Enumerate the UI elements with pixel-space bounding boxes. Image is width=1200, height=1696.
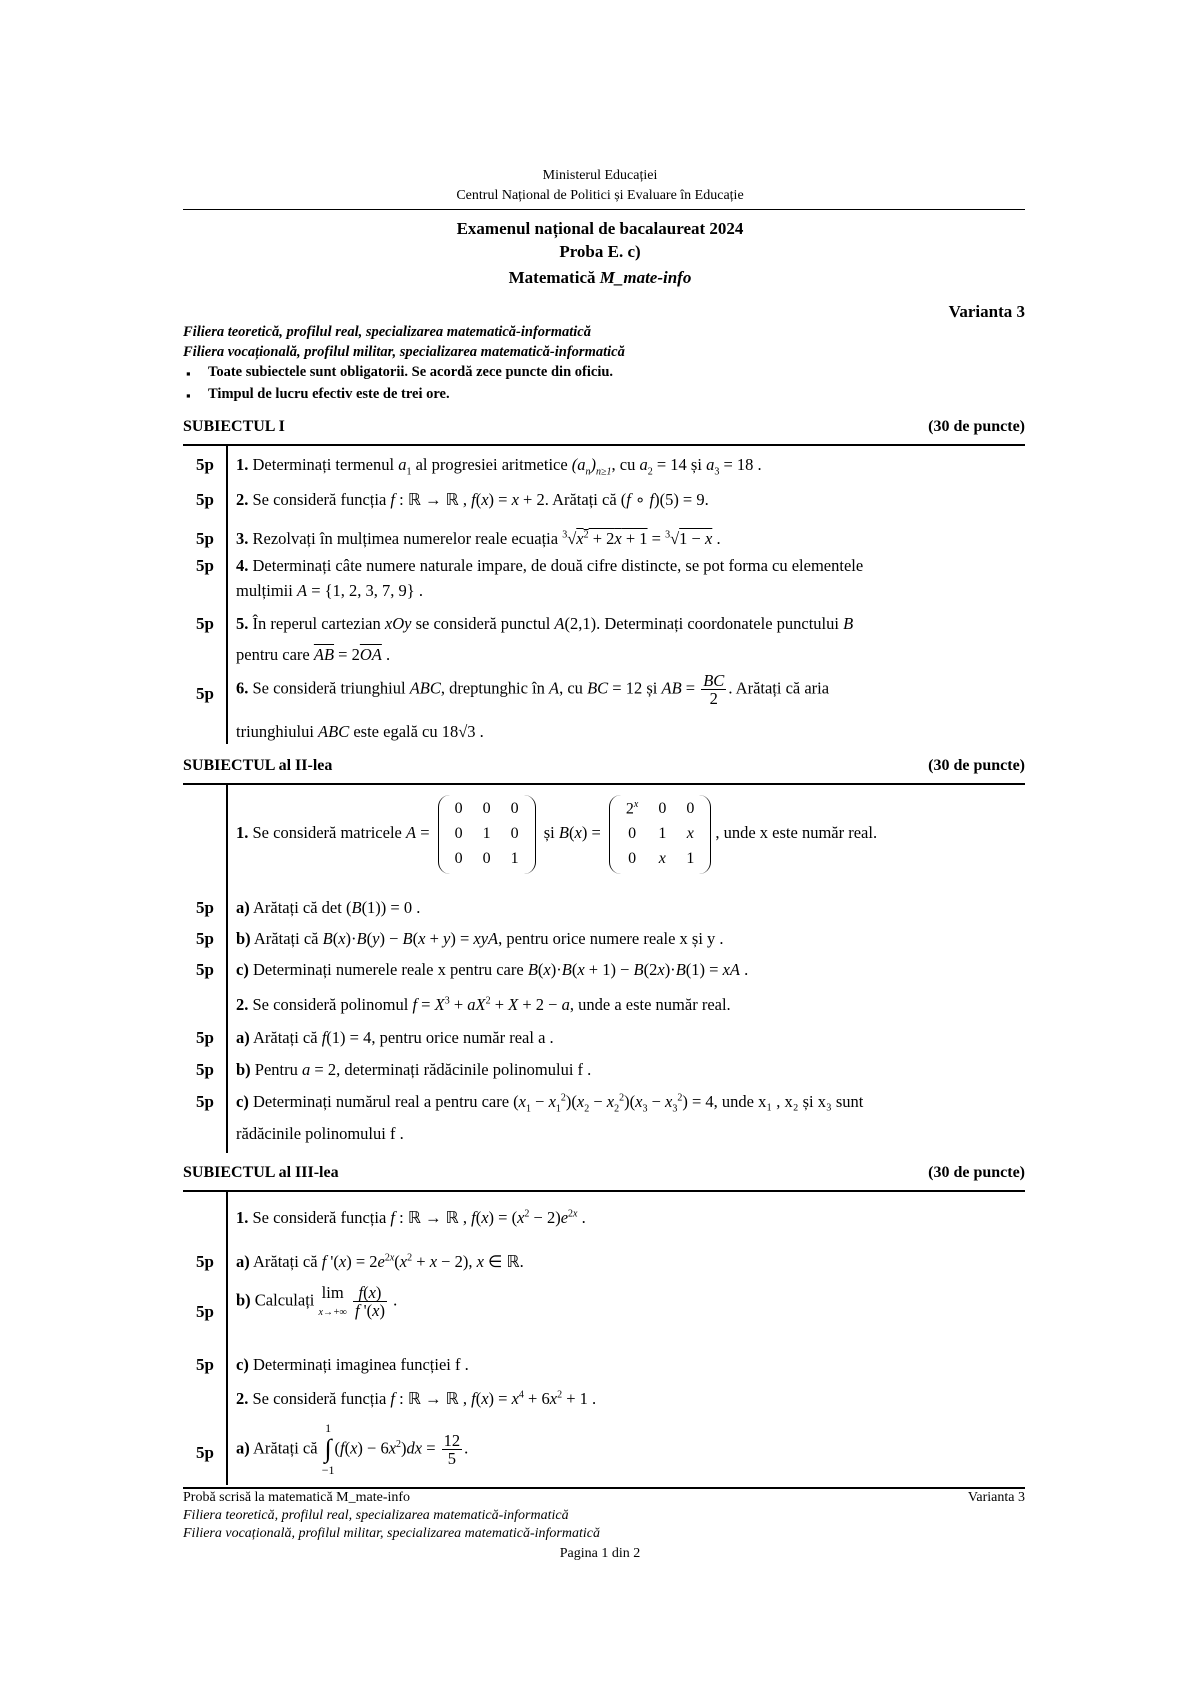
points-4: 5p — [196, 556, 214, 575]
s1-item-6-line-1: 6. Se consideră triunghiul ABC, dreptunghic în A, cu BC = 12 și AB = $\frac{BC}{2}$ . Arătați că aria — [236, 671, 830, 709]
points-3-1c: 5p — [196, 1355, 214, 1374]
page-number: Pagina 1 din 2 — [559, 1546, 641, 1561]
s3-item-1a: a) Arătați că f '$(x) = 2e^{2x}(x^2 + x - 2)$, x ∈ ℝ. — [236, 1252, 524, 1271]
s2-item-2b: b) Pentru a = 2, determinați rădăcinile polinomului f . — [236, 1060, 592, 1079]
points-2-2c: 5p — [196, 1092, 214, 1111]
s1-item-2: 2. Se consideră funcția f : ℝ → ℝ , f(x) = x + 2. Arătați că (f ∘ f)(5) = 9. — [236, 490, 709, 509]
points-2a: 5p — [196, 898, 214, 917]
section-1-vline — [226, 446, 228, 744]
footer-rule — [183, 1487, 1025, 1489]
s2-problem-1: 1. Se consideră matricele A = 0 0 0 0 1 0 0 0 1 și B(x) = 2$^x$ 0 0 0 1 x 0 x 1 , unde x este număr real. — [236, 795, 877, 874]
matrix-a: 0 0 0 0 1 0 0 0 1 — [438, 795, 536, 873]
points-3-2a: 5p — [196, 1443, 214, 1462]
s1-item-3: 3. Rezolvați în mulțimea numerelor reale ecuația $^3√x^2 + 2x + 1 = ^3√1 - x$ . — [236, 529, 721, 548]
s2-item-2c-line-2: rădăcinile polinomului f . — [236, 1124, 404, 1143]
instruction-1: Toate subiectele sunt obligatorii. Se acordă zece puncte din oficiu. — [208, 364, 614, 380]
s2-item-2a: a) Arătați că f(1) = 4, pentru orice număr real a . — [236, 1028, 554, 1047]
ministry-name: Ministerul Educației — [542, 168, 658, 183]
points-1: 5p — [196, 455, 214, 474]
s2-item-1b: b) Arătați că B(x)·B(y) − B(x + y) = xyA, pentru orice numere reale x și y . — [236, 929, 724, 948]
s1-item-1: 1. Determinați termenul $a_1$ al progresiei aritmetice $(a_n)_{n\ge 1}$, cu $a_2 = 14$ și $a_3 = 18$ . — [236, 455, 762, 478]
s1-item-5-line-2: pentru care $\overline{AB} = 2\overline{OA}$ . — [236, 645, 391, 664]
s1-item-5-line-1: 5. În reperul cartezian xOy se consideră punctul A(2,1). Determinați coordonatele punctului B — [236, 614, 854, 633]
s1-item-6-line-2: triunghiului ABC este egală cu 18√3 . — [236, 722, 484, 741]
footer-variant: Varianta 3 — [967, 1490, 1025, 1505]
points-2c: 5p — [196, 960, 214, 979]
proba-title: Proba E. c) — [559, 242, 641, 261]
section-1-title: SUBIECTUL I — [183, 418, 285, 435]
s2-problem-2: 2. Se consideră polinomul $f = X^3 + aX^2 + X + 2 - a$, unde a este număr real. — [236, 995, 731, 1014]
s1-item-4-line-1: 4. Determinați câte numere naturale impare, de două cifre distincte, se pot forma cu elementele — [236, 556, 864, 575]
footer-filiera-1: Filiera teoretică, profilul real, specializarea matematică-informatică — [183, 1508, 569, 1523]
header-rule — [183, 209, 1025, 210]
points-3-1a: 5p — [196, 1252, 214, 1271]
filiera-1: Filiera teoretică, profilul real, specializarea matematică-informatică — [183, 324, 591, 340]
points-6: 5p — [196, 684, 214, 703]
points-2-2a: 5p — [196, 1028, 214, 1047]
points-2-2b: 5p — [196, 1060, 214, 1079]
section-1-points: (30 de puncte) — [928, 418, 1025, 435]
s1-item-4-line-2: mulțimii A = {1, 2, 3, 7, 9} . — [236, 581, 423, 600]
s3-item-1b: b) Calculați lim x→+∞ $\frac{f(x)}{f '(x)}$ . — [236, 1283, 398, 1321]
section-2-vline — [226, 785, 228, 1153]
center-name: Centrul Național de Politici și Evaluare în Educație — [456, 188, 744, 203]
section-3-rule — [183, 1190, 1025, 1192]
section-3-title: SUBIECTUL al III-lea — [183, 1164, 339, 1181]
bullet-1: ▪ — [186, 366, 191, 381]
bullet-2: ▪ — [186, 388, 191, 403]
section-1-rule — [183, 444, 1025, 446]
section-3-points: (30 de puncte) — [928, 1164, 1025, 1181]
section-2-title: SUBIECTUL al II-lea — [183, 757, 333, 774]
instruction-2: Timpul de lucru efectiv este de trei ore. — [208, 386, 450, 402]
subject-title: Matematică M_mate-info — [508, 268, 692, 287]
points-5: 5p — [196, 614, 214, 633]
section-2-points: (30 de puncte) — [928, 757, 1025, 774]
s3-item-1c: c) Determinați imaginea funcției f . — [236, 1355, 469, 1374]
footer-left-1: Probă scrisă la matematică M_mate-info — [183, 1490, 411, 1505]
filiera-2: Filiera vocațională, profilul militar, specializarea matematică-informatică — [183, 344, 625, 360]
points-3: 5p — [196, 529, 214, 548]
s3-problem-1: 1. Se consideră funcția f : ℝ → ℝ , $f(x) = (x^2 - 2)e^{2x}$ . — [236, 1208, 586, 1227]
s2-item-2c-line-1: c) Determinați numărul real a pentru care $(x_1 - x_1^2)(x_2 - x_2^2)(x_3 - x_3^2) = 4$, unde x₁ , x₂ și x₃ sunt — [236, 1092, 864, 1115]
variant-label: Varianta 3 — [948, 302, 1025, 321]
s2-item-1a: a) Arătați că det (B(1)) = 0 . — [236, 898, 421, 917]
points-2b: 5p — [196, 929, 214, 948]
s3-item-2a: a) Arătați că 1 ∫ $-1(f(x) - 6x^2)dx$ = $\frac{12}{5}$ . — [236, 1421, 469, 1477]
points-2: 5p — [196, 490, 214, 509]
s3-problem-2: 2. Se consideră funcția f : ℝ → ℝ , $f(x) = x^4 + 6x^2 + 1$ . — [236, 1389, 597, 1408]
section-2-rule — [183, 783, 1025, 785]
section-3-vline — [226, 1192, 228, 1485]
s2-item-1c: c) Determinați numerele reale x pentru care B(x)·B(x + 1) − B(2x)·B(1) = xA . — [236, 960, 749, 979]
matrix-b: 2$^x$ 0 0 0 1 x 0 x 1 — [609, 795, 711, 874]
exam-title: Examenul național de bacalaureat 2024 — [456, 219, 744, 238]
footer-filiera-2: Filiera vocațională, profilul militar, specializarea matematică-informatică — [183, 1526, 600, 1541]
points-3-1b: 5p — [196, 1302, 214, 1321]
